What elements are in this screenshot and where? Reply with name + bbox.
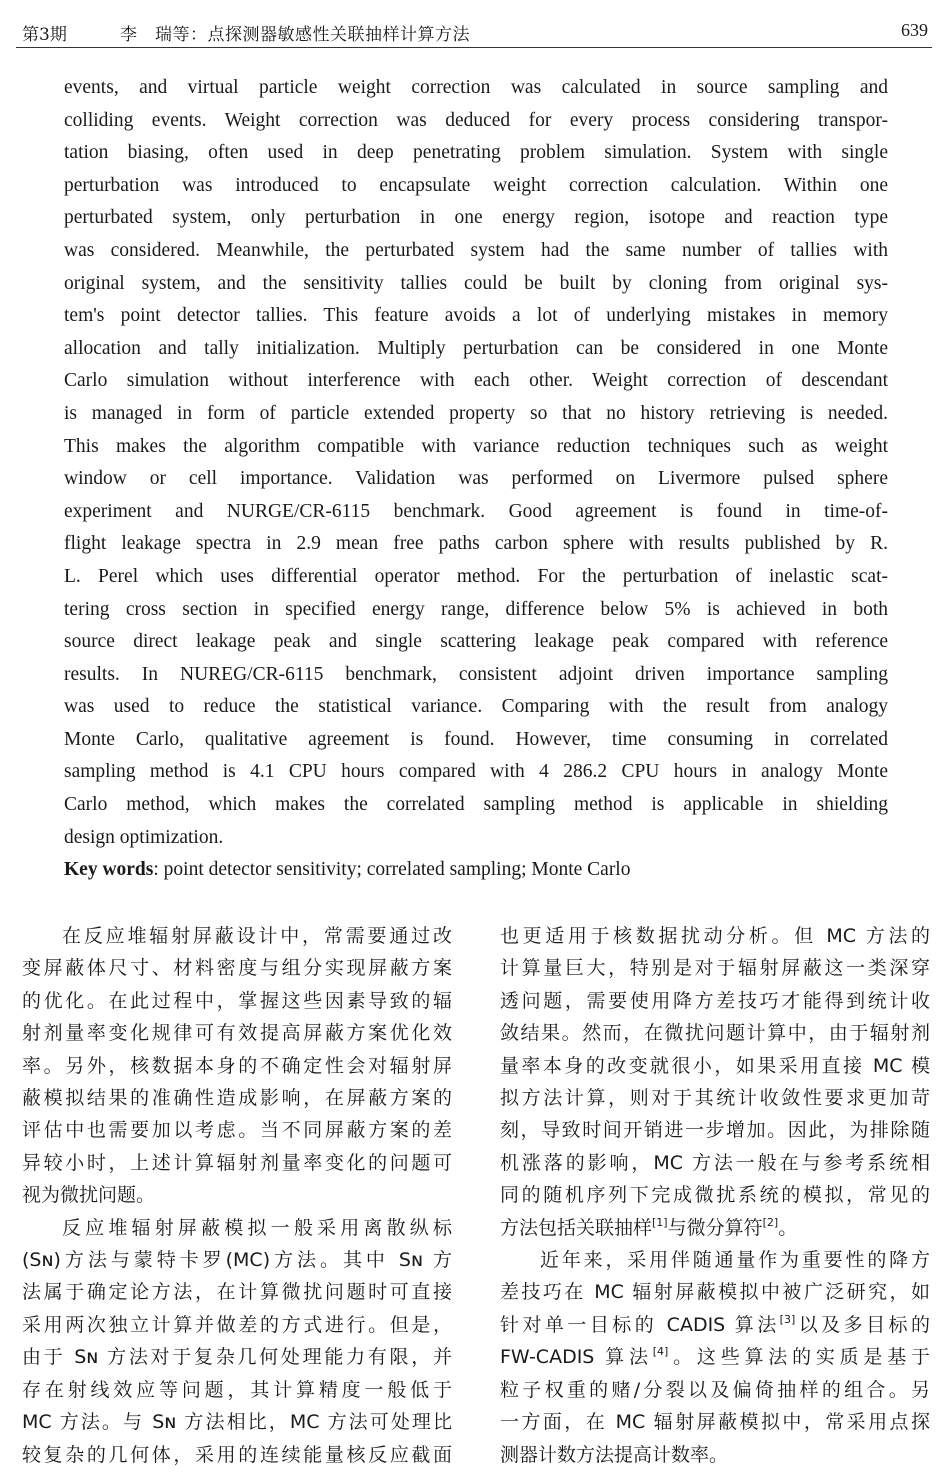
body-text: FW-CADIS 算法 <box>500 1346 653 1369</box>
body-line: 测器计数方法提高计数率。 <box>500 1443 729 1466</box>
abstract-line: Carlo simulation without interference with each other. Weight correction of descendant <box>64 370 888 392</box>
body-text: 针对单一目标的 CADIS 算法 <box>500 1313 780 1336</box>
citation-ref[interactable]: [1] <box>652 1215 668 1229</box>
body-text: 。 <box>778 1216 798 1239</box>
abstract-line: perturbation was introduced to encapsulate weight correction calculation. Within one <box>64 174 888 196</box>
body-line: (Sɴ)方法与蒙特卡罗(MC)方法。其中 Sɴ 方 <box>22 1249 452 1272</box>
abstract-line: tering cross section in specified energy range, difference below 5% is achieved in both <box>64 598 888 620</box>
header-divider <box>16 47 932 48</box>
running-header <box>16 14 932 46</box>
abstract-line: perturbated system, only perturbation in one energy region, isotope and reaction type <box>64 207 888 229</box>
body-line: 粒子权重的赌/分裂以及偏倚抽样的组合。另 <box>500 1378 930 1401</box>
abstract-line: experiment and NURGE/CR-6115 benchmark. Good agreement is found in time-of- <box>64 500 888 522</box>
page-number: 639 <box>901 20 928 40</box>
abstract-line: flight leakage spectra in 2.9 mean free paths carbon sphere with results published by R. <box>64 533 888 555</box>
abstract-line: design optimization. <box>64 826 224 848</box>
abstract-line: was used to reduce the statistical variance. Comparing with the result from analogy <box>64 696 888 718</box>
body-line <box>500 1212 930 1244</box>
body-text: 以及多目标的 <box>795 1313 930 1336</box>
citation-ref[interactable]: [3] <box>779 1312 796 1326</box>
body-line: 视为微扰问题。 <box>22 1184 156 1207</box>
body-text: 与微分算符 <box>667 1216 763 1239</box>
citation-ref[interactable]: [4] <box>652 1345 669 1359</box>
keywords <box>64 854 888 887</box>
issue-label: 第3期 <box>22 25 67 45</box>
abstract-line: events, and virtual particle weight correction was calculated in source sampling and <box>64 77 888 98</box>
body-line: 存在射线效应等问题，其计算精度一般低于 <box>22 1378 452 1401</box>
body-line: 异较小时，上述计算辐射剂量率变化的问题可 <box>22 1151 452 1174</box>
body-line: 的优化。在此过程中，掌握这些因素导致的辐 <box>22 989 452 1012</box>
abstract-line: tem's point detector tallies. This feature avoids a lot of underlying mistakes in memory <box>64 305 888 327</box>
citation-ref[interactable]: [2] <box>762 1215 779 1229</box>
abstract-line: original system, and the sensitivity tallies could be built by cloning from original sys- <box>64 272 888 294</box>
abstract-line: Carlo method, which makes the correlated sampling method is applicable in shielding <box>64 794 888 816</box>
body-line: 反应堆辐射屏蔽模拟一般采用离散纵标 <box>62 1216 452 1239</box>
body-line: 差技巧在 MC 辐射屏蔽模拟中被广泛研究，如 <box>500 1281 930 1304</box>
abstract-line: allocation and tally initialization. Multiply perturbation can be considered in one Monte <box>64 337 888 359</box>
body-line: 在反应堆辐射屏蔽设计中，常需要通过改 <box>62 925 452 947</box>
body-line: 一方面，在 MC 辐射屏蔽模拟中，常采用点探 <box>500 1411 930 1434</box>
body-text: 方法包括关联抽样 <box>500 1216 653 1239</box>
abstract-line: window or cell importance. Validation was performed on Livermore pulsed sphere <box>64 468 888 490</box>
body-line: 透问题，需要使用降方差技巧才能得到统计收 <box>500 989 930 1012</box>
abstract-line: This makes the algorithm compatible with variance reduction techniques such as weight <box>64 435 888 457</box>
body-left-column <box>22 920 452 1471</box>
body-line: 近年来，采用伴随通量作为重要性的降方 <box>540 1249 930 1272</box>
english-abstract <box>64 72 888 887</box>
keywords-label: Key words <box>64 859 154 881</box>
body-line: 量率本身的改变就很小，如果采用直接 MC 模 <box>500 1054 930 1077</box>
body-line: 刻，导致时间开销进一步增加。因此，为排除随 <box>500 1119 930 1142</box>
body-line: 计算量巨大，特别是对于辐射屏蔽这一类深穿 <box>500 957 930 980</box>
abstract-line: source direct leakage peak and single scattering leakage peak compared with reference <box>64 631 888 653</box>
body-line: 率。另外，核数据本身的不确定性会对辐射屏 <box>22 1054 452 1077</box>
abstract-line: sampling method is 4.1 CPU hours compared with 4 286.2 CPU hours in analogy Monte <box>64 761 888 783</box>
abstract-line: results. In NUREG/CR-6115 benchmark, consistent adjoint driven importance sampling <box>64 663 888 685</box>
body-line: 也更适用于核数据扰动分析。但 MC 方法的 <box>500 925 930 947</box>
body-line <box>500 1309 930 1341</box>
body-line: 拟方法计算，则对于其统计收敛性要求更加苛 <box>500 1087 930 1110</box>
abstract-line: L. Perel which uses differential operator method. For the perturbation of inelastic scat- <box>64 565 888 587</box>
abstract-line: was considered. Meanwhile, the perturbated system had the same number of tallies with <box>64 239 888 261</box>
body-line: 蔽模拟结果的准确性造成影响，在屏蔽方案的 <box>22 1087 452 1110</box>
body-line: 同的随机序列下完成微扰系统的模拟，常见的 <box>500 1184 930 1207</box>
abstract-line: is managed in form of particle extended property so that no history retrieving is needed. <box>64 402 888 424</box>
body-line: 由于 Sɴ 方法对于复杂几何处理能力有限，并 <box>22 1346 452 1369</box>
body-line: 机涨落的影响，MC 方法一般在与参考系统相 <box>500 1151 930 1174</box>
abstract-line: tation biasing, often used in deep penetrating problem simulation. System with single <box>64 142 888 164</box>
body-line: 采用两次独立计算并做差的方式进行。但是， <box>22 1313 452 1336</box>
body-line: MC 方法。与 Sɴ 方法相比，MC 方法可处理比 <box>22 1411 452 1434</box>
body-line: 较复杂的几何体，采用的连续能量核反应截面 <box>22 1443 452 1466</box>
body-line: 评估中也需要加以考虑。当不同屏蔽方案的差 <box>22 1119 452 1142</box>
abstract-line: Monte Carlo, qualitative agreement is found. However, time consuming in correlated <box>64 728 888 750</box>
keywords-text: : point detector sensitivity; correlated sampling; Monte Carlo <box>153 859 631 881</box>
body-right-column <box>500 920 930 1471</box>
running-title: 李 瑞等：点探测器敏感性关联抽样计算方法 <box>120 25 470 45</box>
abstract-line: colliding events. Weight correction was deduced for every process considering transpor- <box>64 109 888 131</box>
body-line: 法属于确定论方法，在计算微扰问题时可直接 <box>22 1281 452 1304</box>
body-line <box>500 1341 930 1373</box>
body-line: 敛结果。然而，在微扰问题计算中，由于辐射剂 <box>500 1022 930 1045</box>
body-text: 。这些算法的实质是基于 <box>668 1346 930 1369</box>
body-line: 射剂量率变化规律可有效提高屏蔽方案优化效 <box>22 1022 452 1045</box>
body-line: 变屏蔽体尺寸、材料密度与组分实现屏蔽方案 <box>22 957 452 980</box>
